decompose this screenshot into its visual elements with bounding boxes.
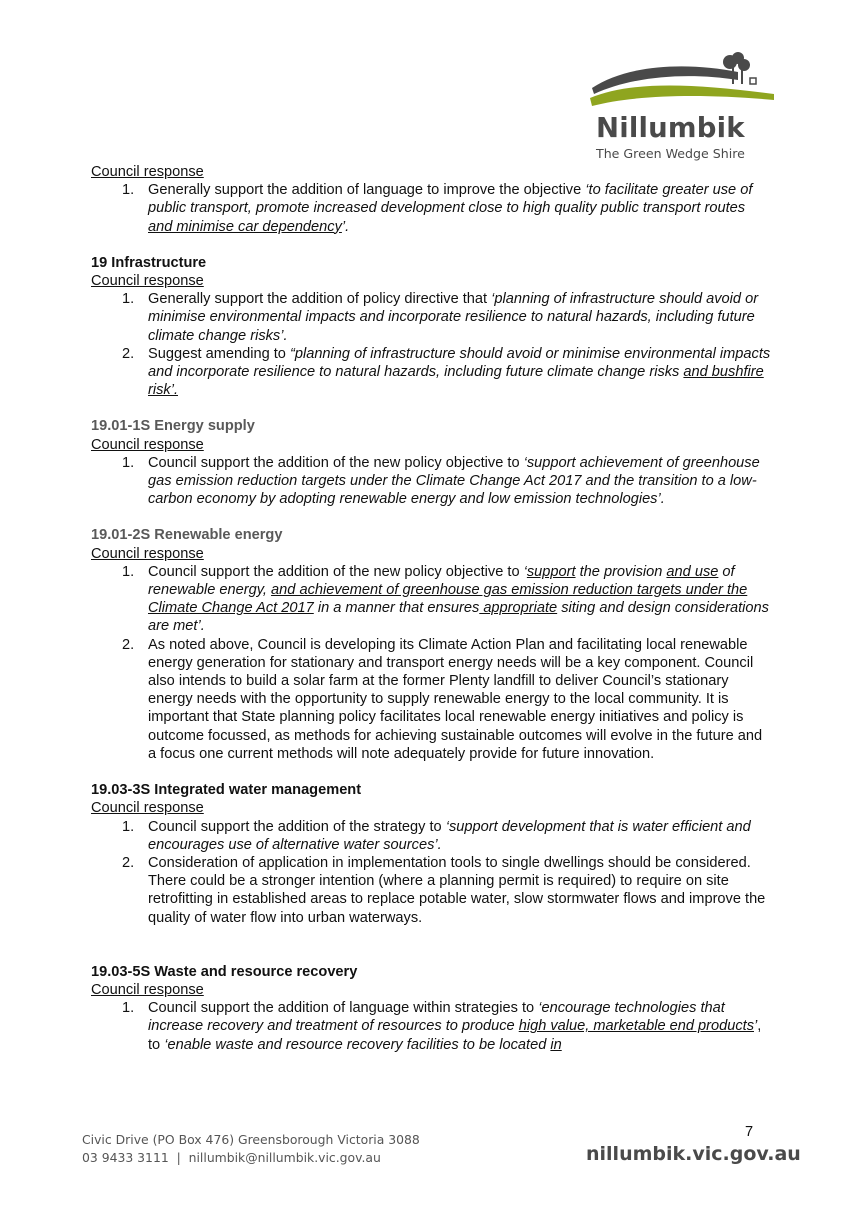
council-response-label: Council response xyxy=(91,545,204,562)
list-number: 1. xyxy=(122,563,135,580)
quoted-strategy: ‘encourage technologies that increase recovery and treatment of resources to produce xyxy=(148,1000,725,1035)
proposed-addition: support xyxy=(526,563,576,580)
list-number: 1. xyxy=(122,818,135,835)
proposed-addition: and bushfire risk’. xyxy=(148,364,764,399)
list-number: 1. xyxy=(122,182,135,199)
response-text: , to xyxy=(148,1018,762,1053)
footer-contact-block xyxy=(82,1131,420,1167)
quoted-objective: the provision xyxy=(575,563,667,580)
response-list xyxy=(91,818,771,927)
section-waste-resource xyxy=(91,963,771,1054)
response-text: Council support the addition of the new policy objective to xyxy=(148,563,524,580)
response-list xyxy=(91,563,771,763)
council-response-label: Council response xyxy=(91,273,204,290)
section-public-transport xyxy=(91,163,771,236)
response-text: Generally support the addition of language to improve the objective xyxy=(148,182,586,199)
list-item xyxy=(91,345,771,400)
list-item xyxy=(91,181,771,236)
response-list xyxy=(91,454,771,509)
list-number: 2. xyxy=(122,345,135,362)
footer-address: Civic Drive (PO Box 476) Greensborough Victoria 3088 xyxy=(82,1132,420,1147)
page-number: 7 xyxy=(745,1124,754,1140)
quote-close: ’ xyxy=(754,1018,758,1035)
list-number: 2. xyxy=(122,854,135,871)
list-item xyxy=(91,999,771,1054)
footer-contact: 03 9433 3111 | nillumbik@nillumbik.vic.gov.au xyxy=(82,1150,381,1165)
quote-open: ‘ xyxy=(523,563,527,580)
section-renewable-energy xyxy=(91,526,771,763)
proposed-addition: and use xyxy=(666,563,719,580)
proposed-addition: high value, marketable end products xyxy=(518,1018,754,1035)
quoted-objective: of renewable energy, xyxy=(148,563,735,599)
list-number: 1. xyxy=(122,291,135,308)
list-item xyxy=(91,454,771,509)
response-text: Council support the addition of language within strategies to xyxy=(148,1000,539,1017)
list-item xyxy=(91,290,771,345)
list-item xyxy=(91,563,771,636)
section-integrated-water xyxy=(91,781,771,927)
response-text: Suggest amending to xyxy=(148,345,290,362)
council-response-label: Council response xyxy=(91,164,204,180)
response-text: Consideration of application in implementation tools to single dwellings should be considered. There could be a stronger intention (where a planning permit is required) to require on site retrofitting in established areas to replace potable water, slow stormwater flows and improve the quality of water flow into urban waterways. xyxy=(148,854,766,926)
proposed-addition: appropriate xyxy=(479,600,558,617)
document-body xyxy=(91,163,771,1054)
list-item xyxy=(91,854,771,927)
response-text: As noted above, Council is developing its Climate Action Plan and facilitating local renewable energy generation for stationary and transport energy needs will be a key component. Council also intends to build a solar farm at the former Plenty landfill to deliver Council’s stationary energy needs with the opportunity to supply renewable energy to the local community. It is important that State planning policy facilitates local renewable energy initiatives and policy is outcome focussed, as methods for achieving sustainable outcomes will evolve in the future and a focus one current methods will note adequately provide for future innovation. xyxy=(148,636,763,762)
green-wedge-emblem-icon xyxy=(588,50,778,112)
quoted-objective: in a manner that ensures xyxy=(313,600,480,617)
quoted-objective: ‘support achievement of greenhouse gas emission reduction targets under the Climate Change Act 2017 and the transition to a low-carbon economy by adopting renewable energy and low emission technologies’. xyxy=(148,454,760,508)
list-item xyxy=(91,818,771,854)
section-heading: 19.01-2S Renewable energy xyxy=(91,527,283,544)
response-list xyxy=(91,999,771,1054)
list-number: 1. xyxy=(122,1000,135,1017)
quoted-directive: “planning of infrastructure should avoid or minimise environmental impacts and incorporate resilience to natural hazards, including future climate change risks xyxy=(148,345,771,381)
proposed-addition: and achievement of greenhouse gas emission reduction targets under the Climate Change Act 2017 xyxy=(148,582,748,617)
response-text: Generally support the addition of policy directive that xyxy=(148,291,492,308)
response-text: Council support the addition of the strategy to xyxy=(148,818,446,835)
quoted-strategy: ‘enable waste and resource recovery facilities to be located xyxy=(164,1036,551,1053)
council-response-label: Council response xyxy=(91,981,204,998)
list-number: 2. xyxy=(122,636,135,653)
quoted-objective-end: ’. xyxy=(341,218,350,235)
section-heading: 19.03-5S Waste and resource recovery xyxy=(91,963,358,980)
quoted-objective: siting and design considerations are met’. xyxy=(148,600,769,635)
list-number: 1. xyxy=(122,454,135,471)
quoted-directive: ‘planning of infrastructure should avoid or minimise environmental impacts and incorporate resilience to natural hazards, including future climate change risks’. xyxy=(148,291,759,344)
proposed-addition: and minimise car dependency xyxy=(148,218,342,235)
logo-wordmark: Nillumbik xyxy=(596,112,745,144)
quoted-objective: ‘to facilitate greater use of public transport, promote increased development close to high quality public transport routes xyxy=(148,182,753,217)
section-heading: 19.01-1S Energy supply xyxy=(91,418,255,435)
logo-tagline: The Green Wedge Shire xyxy=(596,146,745,161)
section-infrastructure xyxy=(91,254,771,400)
council-response-label: Council response xyxy=(91,436,204,453)
council-response-label: Council response xyxy=(91,800,204,817)
response-list xyxy=(91,290,771,399)
section-heading: 19 Infrastructure xyxy=(91,254,207,271)
footer-website[interactable]: nillumbik.vic.gov.au xyxy=(586,1143,801,1165)
quoted-strategy: ‘support development that is water efficient and encourages use of alternative water sources’. xyxy=(148,818,751,853)
list-item xyxy=(91,636,771,763)
nillumbik-logo xyxy=(588,50,778,165)
response-list xyxy=(91,181,771,236)
section-heading: 19.03-3S Integrated water management xyxy=(91,782,362,799)
response-text: Council support the addition of the new policy objective to xyxy=(148,454,524,471)
section-energy-supply xyxy=(91,417,771,508)
proposed-addition: in xyxy=(550,1036,562,1053)
